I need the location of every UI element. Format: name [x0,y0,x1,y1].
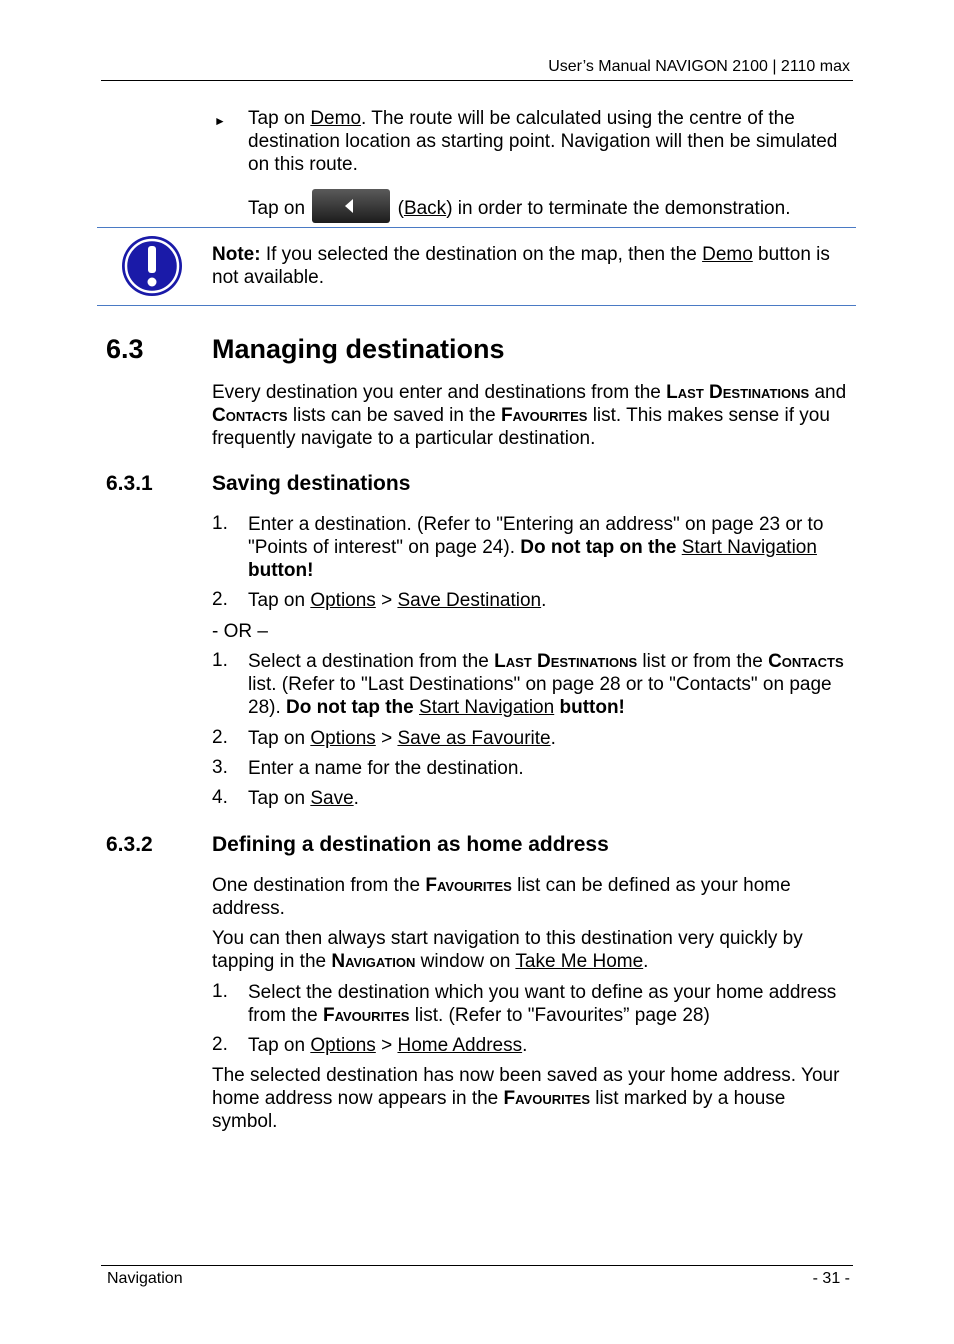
step-number: 2. [212,589,228,610]
note-bottom-rule [97,305,856,306]
note-text [212,243,852,289]
subsection-number: 6.3.2 [106,833,153,856]
text: > [375,1035,398,1056]
note-label: Note: [212,244,261,265]
back-button-image [312,189,390,223]
running-header: User’s Manual NAVIGON 2100 | 2110 max [548,58,850,75]
header-rule [101,80,853,81]
start-navigation-link[interactable]: Start Navigation [681,537,817,558]
text: Tap on [248,728,311,749]
take-me-home-link[interactable]: Take Me Home [515,951,644,972]
back-arrow-icon [342,198,356,214]
step-number: 1. [212,650,228,671]
list-name: Contacts [212,405,288,426]
step-text: Enter a name for the destination. [248,758,524,779]
save-link[interactable]: Save [310,788,354,809]
text: . [541,590,547,611]
text: > [375,728,398,749]
step-number: 1. [212,981,228,1002]
text: If you selected the destination on the map, then the [260,244,703,265]
text: . [550,728,556,749]
save-destination-link[interactable]: Save Destination [397,590,542,611]
step-text [248,727,848,750]
note-top-rule [97,227,856,228]
options-link[interactable]: Options [310,728,376,749]
paragraph [212,874,852,920]
text: list. (Refer to "Favourites” page 28) [409,1005,710,1026]
text: button is not available. [212,244,830,288]
demo-link[interactable]: Demo [310,108,362,129]
text: . [353,788,359,809]
save-as-favourite-link[interactable]: Save as Favourite [397,728,551,749]
step-text [248,981,848,1027]
list-name: Favourites [322,1005,410,1026]
paragraph [212,1064,852,1133]
step-text [248,513,848,582]
start-navigation-link[interactable]: Start Navigation [419,697,555,718]
text: ( [392,198,404,220]
text: list marked by a house symbol. [212,1088,786,1132]
footer-rule [101,1265,853,1266]
list-name: Favourites [425,875,512,896]
step-text [248,787,848,810]
text: . [522,1035,528,1056]
list-name: Contacts [768,651,844,672]
text: list. This makes sense if you frequently navigate to a particular destination. [212,405,830,449]
text: ) in order to terminate the demonstration. [446,198,791,220]
text: Select the destination which you want to define as your home address from the [248,982,837,1026]
bold-text: Do not tap the [286,697,414,718]
or-separator: - OR – [212,621,268,642]
text: Tap on [248,788,311,809]
text: list can be defined as your home address. [212,875,791,919]
back-instruction [248,195,848,223]
text: Enter a destination. (Refer to "Entering an address" on page 23 or to "Points of interest" on page 24). [248,514,824,558]
text: . [643,951,649,972]
step-number: 2. [212,727,228,748]
paragraph [212,927,852,973]
list-name: Last Destinations [494,651,638,672]
text: You can then always start navigation to this destination very quickly by tapping in the [212,928,803,972]
page-number: - 31 - [812,1270,850,1287]
footer-chapter: Navigation [107,1270,183,1287]
bold-text: button! [554,697,625,718]
window-name: Navigation [331,951,416,972]
text: list or from the [637,651,769,672]
text: > [375,590,398,611]
subsection-title: Saving destinations [212,472,411,495]
text: Tap on [248,108,311,129]
step-text [248,650,848,719]
text: Tap on [248,1035,311,1056]
list-name: Favourites [500,405,588,426]
bold-text: button! [248,560,314,581]
text: list. (Refer to "Last Destinations" on page 28 or to "Contacts" on page 28). [248,674,832,718]
text: Tap on [248,590,311,611]
demo-bullet [248,107,848,176]
demo-link[interactable]: Demo [702,244,753,265]
list-name: Favourites [503,1088,590,1109]
exclamation-icon [120,234,184,298]
text: window on [415,951,516,972]
list-name: Last Destinations [666,382,810,403]
home-address-link[interactable]: Home Address [397,1035,523,1056]
text: lists can be saved in the [287,405,501,426]
step-number: 1. [212,513,228,534]
text: and [809,382,847,403]
options-link[interactable]: Options [310,1035,376,1056]
bold-text: Do not tap on the [520,537,677,558]
back-link[interactable]: Back [403,198,447,220]
step-number: 2. [212,1034,228,1055]
subsection-title: Defining a destination as home address [212,833,609,856]
text: . The route will be calculated using the centre of the destination location as starting point. Navigation will then be simulated on this route. [248,108,838,175]
options-link[interactable]: Options [310,590,376,611]
text: Tap on [248,198,306,220]
text: Select a destination from the [248,651,495,672]
step-text [248,589,848,612]
text: Every destination you enter and destinations from the [212,382,667,403]
section-number: 6.3 [106,334,144,364]
text: One destination from the [212,875,426,896]
section-title: Managing destinations [212,334,505,364]
step-number: 4. [212,787,228,808]
section-intro [212,381,852,450]
step-text [248,1034,848,1057]
subsection-number: 6.3.1 [106,472,153,495]
bullet-arrow-icon: ► [214,114,226,128]
step-number: 3. [212,757,228,778]
text: The selected destination has now been saved as your home address. Your home address now appears in the [212,1065,840,1109]
